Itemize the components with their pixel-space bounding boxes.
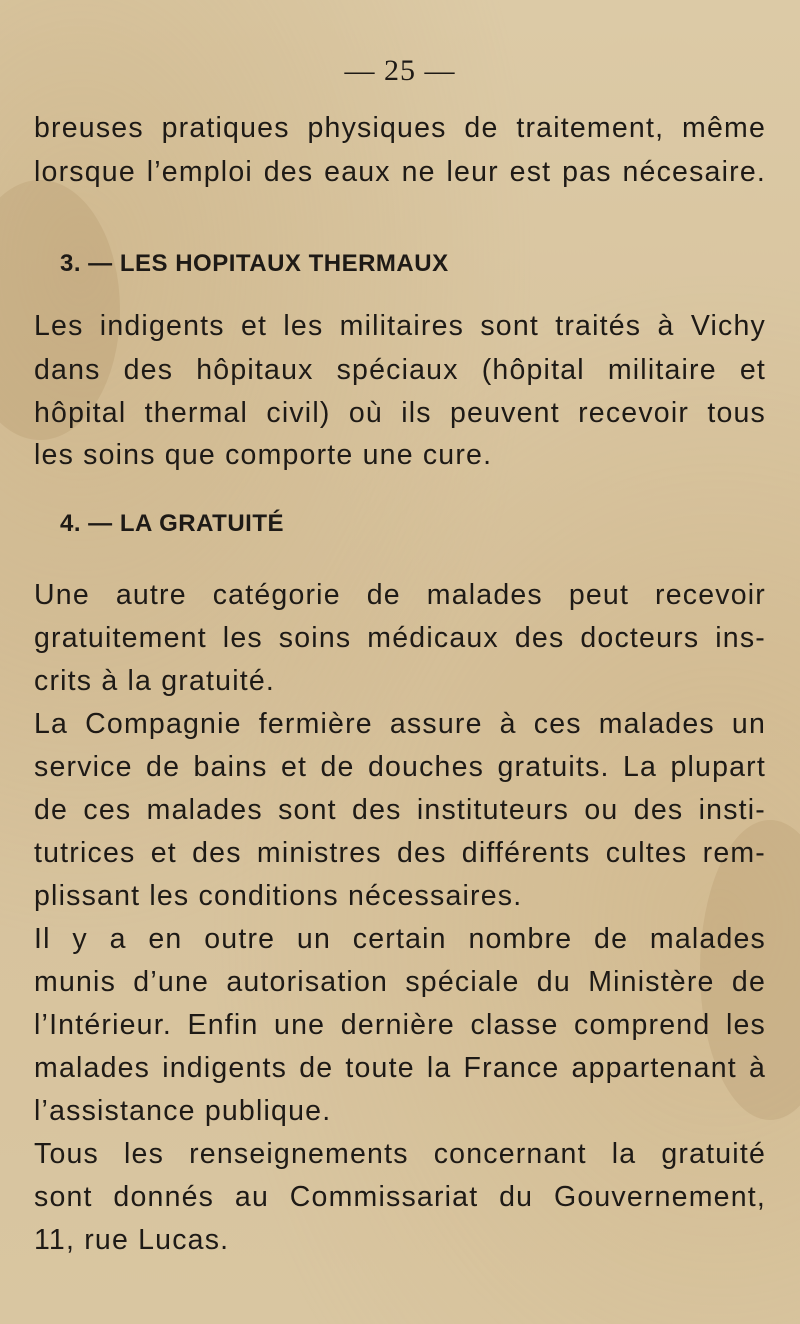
text-line: munis d’une autorisation spéciale du Ministère de: [34, 966, 766, 998]
text-line: tutrices et des ministres des différents cultes rem-: [34, 837, 766, 869]
text-line: Les indigents et les militaires sont traités à Vichy: [34, 310, 766, 342]
text-line: service de bains et de douches gratuits. La plupart: [34, 751, 766, 783]
text-line: plissant les conditions nécessaires.: [34, 880, 523, 912]
text-line: l’Intérieur. Enfin une dernière classe comprend les: [34, 1009, 766, 1041]
text-line: 11, rue Lucas.: [34, 1224, 230, 1256]
text-line: sont donnés au Commissariat du Gouvernement,: [34, 1181, 766, 1213]
text-line: malades indigents de toute la France appartenant à: [34, 1052, 766, 1084]
text-line: les soins que comporte une cure.: [34, 439, 493, 471]
text-line: hôpital thermal civil) où ils peuvent recevoir tous: [34, 397, 766, 429]
text-line: dans des hôpitaux spéciaux (hôpital militaire et: [34, 354, 766, 386]
section-heading: 4. — LA GRATUITÉ: [60, 510, 284, 537]
text-line: Il y a en outre un certain nombre de malades: [34, 923, 766, 955]
text-line: Une autre catégorie de malades peut recevoir: [34, 579, 766, 611]
section-heading: 3. — LES HOPITAUX THERMAUX: [60, 250, 449, 277]
page-number: — 25 —: [344, 54, 456, 87]
text-line: l’assistance publique.: [34, 1095, 332, 1127]
text-line: gratuitement les soins médicaux des docteurs ins-: [34, 622, 766, 654]
text-line: La Compagnie fermière assure à ces malades un: [34, 708, 766, 740]
text-line: crits à la gratuité.: [34, 665, 276, 697]
text-line: lorsque l’emploi des eaux ne leur est pas nécesaire.: [34, 156, 766, 188]
text-line: de ces malades sont des instituteurs ou des insti-: [34, 794, 766, 826]
text-line: Tous les renseignements concernant la gratuité: [34, 1138, 766, 1170]
text-line: breuses pratiques physiques de traitement, même: [34, 112, 766, 144]
